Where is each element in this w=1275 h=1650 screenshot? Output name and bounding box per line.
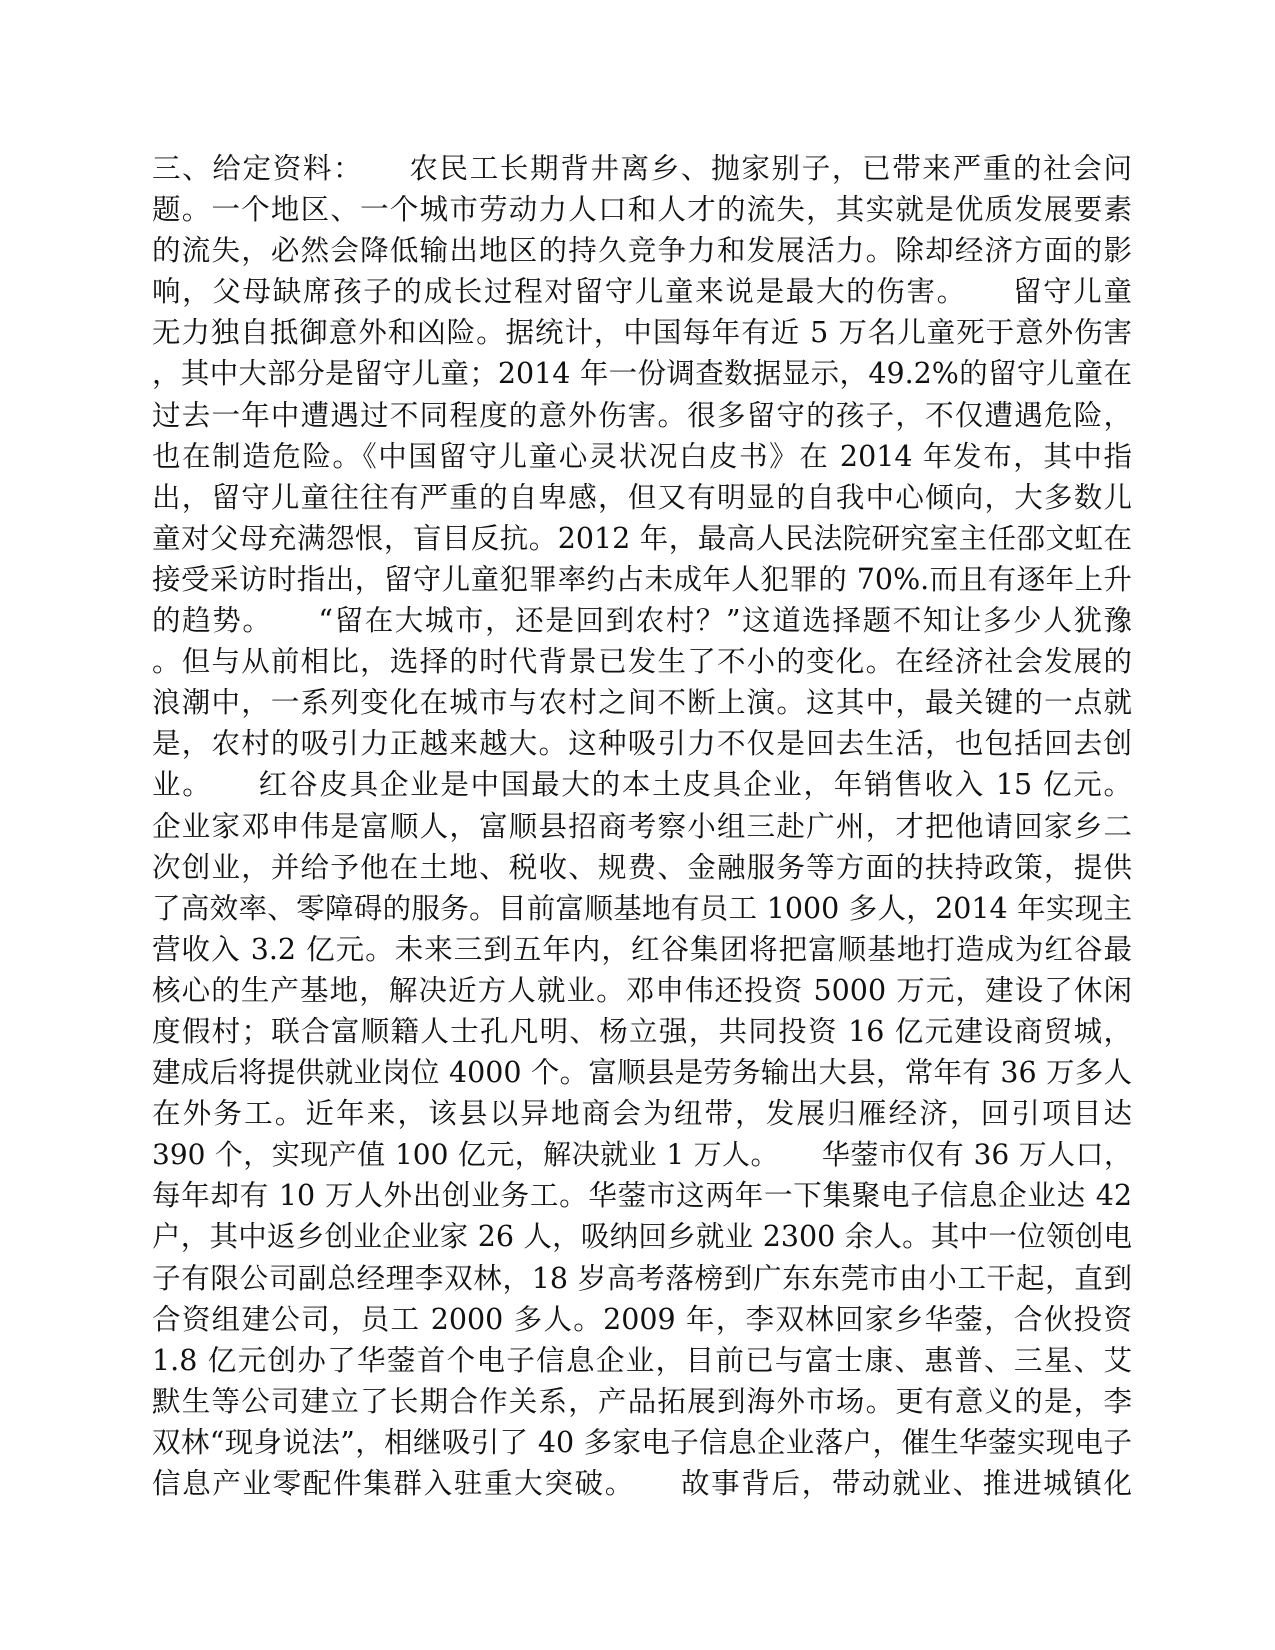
text-line: 。但与从前相比，选择的时代背景已发生了不小的变化。在经济社会发展的 bbox=[152, 645, 1132, 679]
text-line: 建成后将提供就业岗位 4000 个。富顺县是劳务输出大县，常年有 36 万多人 bbox=[152, 1056, 1132, 1090]
text-line: 是，农村的吸引力正越来越大。这种吸引力不仅是回去生活，也包括回去创 bbox=[152, 727, 1132, 761]
text-line: 次创业，并给予他在土地、税收、规费、金融服务等方面的扶持政策，提供 bbox=[152, 850, 1132, 884]
text-line: 了高效率、零障碍的服务。目前富顺基地有员工 1000 多人，2014 年实现主 bbox=[152, 891, 1132, 925]
text-line: 信息产业零配件集群入驻重大突破。 故事背后，带动就业、推进城镇化 bbox=[152, 1467, 1132, 1500]
text-line: 三、给定资料： 农民工长期背井离乡、抛家别子，已带来严重的社会问 bbox=[152, 152, 1132, 185]
text-line: 核心的生产基地，解决近方人就业。邓申伟还投资 5000 万元，建设了休闲 bbox=[152, 973, 1132, 1007]
body-text bbox=[152, 148, 1132, 1504]
text-line: 390 个，实现产值 100 亿元，解决就业 1 万人。 华蓥市仅有 36 万人口， bbox=[152, 1138, 1132, 1172]
text-line: 浪潮中，一系列变化在城市与农村之间不断上演。这其中，最关键的一点就 bbox=[152, 686, 1132, 720]
text-line: 在外务工。近年来，该县以异地商会为纽带，发展归雁经济，回引项目达 bbox=[152, 1097, 1132, 1131]
text-line: 无力独自抵御意外和凶险。据统计，中国每年有近 5 万名儿童死于意外伤害 bbox=[152, 316, 1132, 350]
text-line: 的流失，必然会降低输出地区的持久竞争力和发展活力。除却经济方面的影 bbox=[152, 234, 1132, 268]
text-line: 童对父母充满怨恨，盲目反抗。2012 年，最高人民法院研究室主任邵文虹在 bbox=[152, 521, 1132, 555]
text-line: 也在制造危险。《中国留守儿童心灵状况白皮书》在 2014 年发布，其中指 bbox=[152, 439, 1132, 473]
text-line: 合资组建公司，员工 2000 多人。2009 年，李双林回家乡华蓥，合伙投资 bbox=[152, 1302, 1132, 1336]
text-line: 题。一个地区、一个城市劳动力人口和人才的流失，其实就是优质发展要素 bbox=[152, 193, 1132, 227]
text-line: 双林“现身说法”，相继吸引了 40 多家电子信息企业落户，催生华蓥实现电子 bbox=[152, 1425, 1132, 1459]
text-line: 子有限公司副总经理李双林，18 岁高考落榜到广东东莞市由小工干起，直到 bbox=[152, 1261, 1132, 1295]
text-line: 的趋势。 “留在大城市，还是回到农村？”这道选择题不知让多少人犹豫 bbox=[152, 604, 1132, 638]
text-line: ，其中大部分是留守儿童；2014 年一份调查数据显示，49.2%的留守儿童在 bbox=[152, 357, 1132, 391]
text-line: 业。 红谷皮具企业是中国最大的本土皮具企业，年销售收入 15 亿元。 bbox=[152, 768, 1132, 802]
text-line: 每年却有 10 万人外出创业务工。华蓥市这两年一下集聚电子信息企业达 42 bbox=[152, 1179, 1132, 1213]
text-line: 企业家邓申伟是富顺人，富顺县招商考察小组三赴广州，才把他请回家乡二 bbox=[152, 809, 1132, 843]
text-line: 营收入 3.2 亿元。未来三到五年内，红谷集团将把富顺基地打造成为红谷最 bbox=[152, 932, 1132, 966]
text-line: 户，其中返乡创业企业家 26 人，吸纳回乡就业 2300 余人。其中一位领创电 bbox=[152, 1220, 1132, 1254]
text-line: 接受采访时指出，留守儿童犯罪率约占未成年人犯罪的 70%.而且有逐年上升 bbox=[152, 562, 1132, 596]
text-line: 出，留守儿童往往有严重的自卑感，但又有明显的自我中心倾向，大多数儿 bbox=[152, 480, 1132, 514]
text-line: 过去一年中遭遇过不同程度的意外伤害。很多留守的孩子，不仅遭遇危险， bbox=[152, 398, 1132, 432]
text-line: 度假村；联合富顺籍人士孔凡明、杨立强，共同投资 16 亿元建设商贸城， bbox=[152, 1014, 1132, 1048]
text-line: 1.8 亿元创办了华蓥首个电子信息企业，目前已与富士康、惠普、三星、艾 bbox=[152, 1343, 1132, 1377]
text-line: 默生等公司建立了长期合作关系，产品拓展到海外市场。更有意义的是，李 bbox=[152, 1384, 1132, 1418]
text-line: 响，父母缺席孩子的成长过程对留守儿童来说是最大的伤害。 留守儿童 bbox=[152, 275, 1132, 309]
